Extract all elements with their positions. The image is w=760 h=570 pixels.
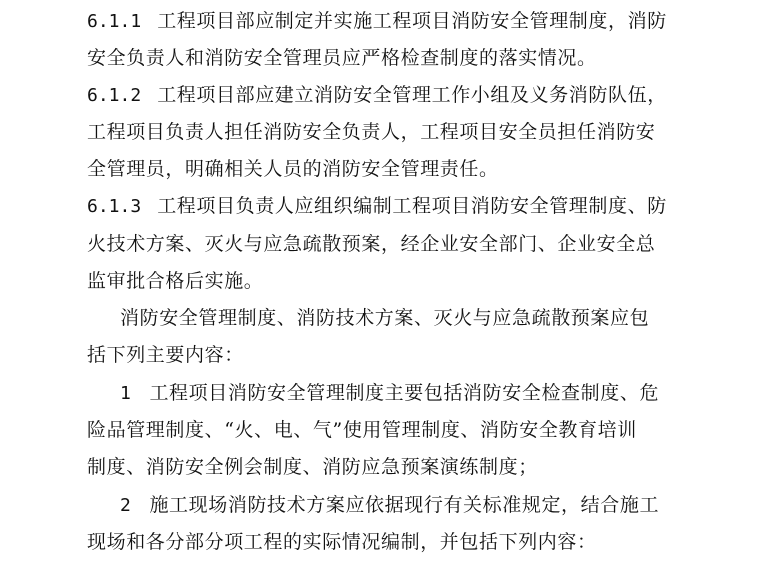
paragraph-line-1: [120, 303, 710, 333]
item-2-line-1: [120, 490, 710, 520]
clause-6-1-2-line-2: [87, 117, 707, 147]
item-text: 工程项目消防安全管理制度主要包括消防安全检查制度、危: [149, 382, 660, 404]
item-text: 制度、消防安全例会制度、消防应急预案演练制度；: [87, 456, 538, 478]
clause-6-1-2-line-1: [87, 80, 707, 110]
clause-number: 6.1.1: [87, 11, 142, 32]
clause-number: 6.1.3: [87, 196, 142, 217]
clause-6-1-3-line-2: [87, 229, 707, 259]
clause-6-1-2-line-3: [87, 154, 707, 184]
clause-6-1-3-line-1: [87, 191, 707, 221]
item-1-line-3: [87, 452, 707, 482]
clause-text: 工程项目负责人应组织编制工程项目消防安全管理制度、防: [157, 195, 667, 217]
item-2-line-2: [87, 527, 707, 557]
item-text: 施工现场消防技术方案应依据现行有关标准规定，结合施工: [149, 494, 660, 516]
clause-text: 工程项目负责人担任消防安全负责人，工程项目安全员担任消防安: [87, 121, 656, 143]
clause-6-1-3-line-3: [87, 266, 707, 296]
paragraph-text: 括下列主要内容：: [87, 344, 244, 366]
item-number: 1: [120, 383, 132, 404]
clause-text: 火技术方案、灭火与应急疏散预案，经企业安全部门、企业安全总: [87, 233, 656, 255]
clause-text: 工程项目部应建立消防安全管理工作小组及义务消防队伍，: [157, 84, 667, 106]
item-text: 险品管理制度、“火、电、气”使用管理制度、消防安全教育培训: [87, 419, 637, 441]
item-1-line-1: [120, 378, 710, 408]
clause-number: 6.1.2: [87, 85, 142, 106]
item-text: 现场和各分部分项工程的实际情况编制，并包括下列内容：: [87, 531, 597, 553]
clause-text: 安全负责人和消防安全管理员应严格检查制度的落实情况。: [87, 47, 597, 69]
item-1-line-2: [87, 415, 707, 445]
paragraph-line-2: [87, 340, 707, 370]
clause-text: 工程项目部应制定并实施工程项目消防安全管理制度，消防: [157, 10, 667, 32]
clause-6-1-1-line-1: [87, 6, 707, 36]
item-number: 2: [120, 495, 132, 516]
clause-text: 全管理员，明确相关人员的消防安全管理责任。: [87, 158, 499, 180]
clause-text: 监审批合格后实施。: [87, 270, 264, 292]
paragraph-text: 消防安全管理制度、消防技术方案、灭火与应急疏散预案应包: [120, 307, 650, 329]
clause-6-1-1-line-2: [87, 43, 707, 73]
